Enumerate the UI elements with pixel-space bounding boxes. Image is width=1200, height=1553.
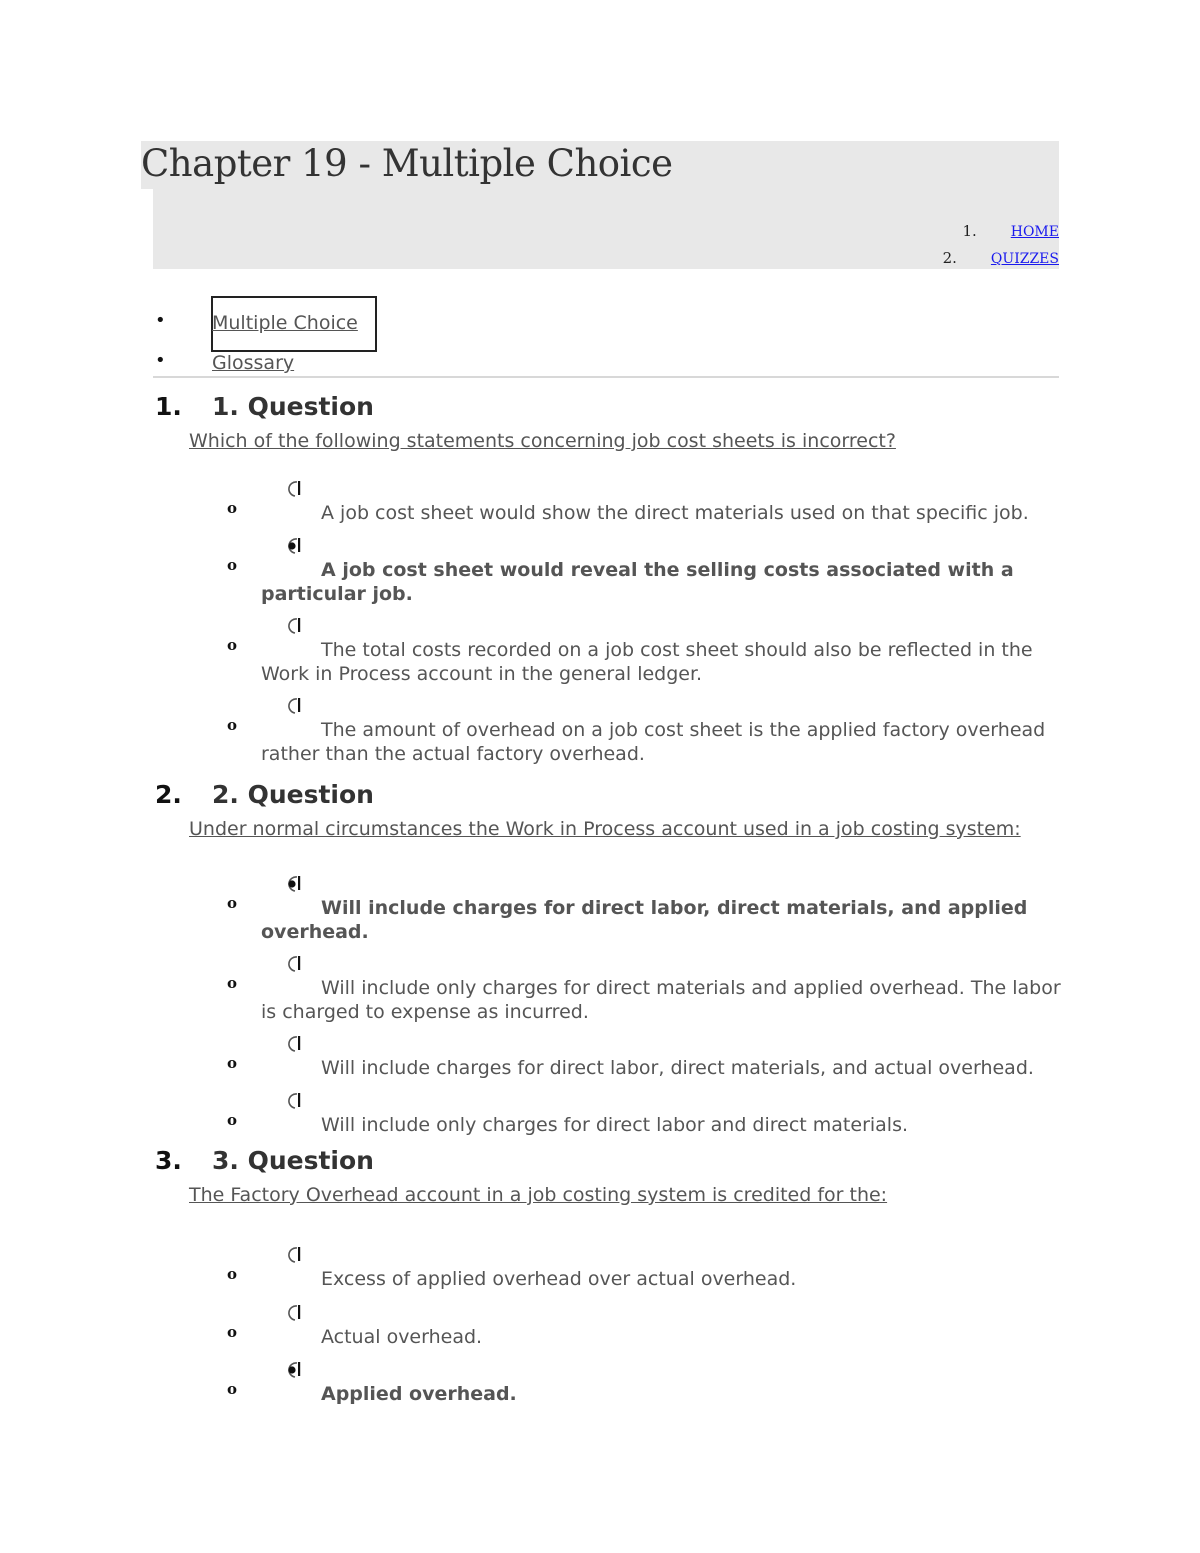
list-marker: o [227,1111,238,1129]
question-title: 1. Question [212,392,374,421]
option-label: A job cost sheet would show the direct materials used on that specific job. [321,502,1029,524]
option-label: The amount of overhead on a job cost sheet is the applied factory overhead rather than the actual factory overhead. [261,719,1046,765]
list-marker: o [227,894,238,912]
question-2 [141,780,1071,1148]
question-heading [141,1146,1071,1184]
question-title: 3. Question [212,1146,374,1175]
radio-button-icon[interactable] [284,616,304,636]
list-marker: o [227,974,238,992]
option-label: Actual overhead. [321,1326,483,1348]
answer-option[interactable] [141,696,1071,776]
radio-button-icon[interactable] [284,696,304,716]
home-link[interactable]: HOME [1010,224,1059,240]
radio-button-icon[interactable] [284,954,304,974]
answer-option[interactable] [141,1303,1071,1360]
list-marker: o [227,1380,238,1398]
bullet-icon: • [155,350,166,371]
divider [153,376,1059,378]
option-label: The total costs recorded on a job cost sheet should also be reflected in the Work in Process account in the general ledger. [261,639,1033,685]
answer-option[interactable] [141,616,1071,696]
question-number: 1. [155,392,182,421]
page-title: Chapter 19 - Multiple Choice [141,142,673,185]
radio-button-icon[interactable] [284,1303,304,1323]
question-heading [141,392,1071,430]
answer-option[interactable] [141,1360,1071,1417]
option-label: Applied overhead. [321,1383,517,1405]
tab-label[interactable]: Glossary [212,352,295,374]
list-marker: o [227,556,238,574]
top-nav [943,221,1059,275]
radio-button-icon[interactable] [284,1091,304,1111]
question-number: 3. [155,1146,182,1175]
list-marker: o [227,499,238,517]
bullet-icon: • [155,310,166,331]
section-tabs [141,296,1059,376]
list-marker: o [227,636,238,654]
radio-button-icon[interactable] [284,1034,304,1054]
list-marker: o [227,1054,238,1072]
question-title: 2. Question [212,780,374,809]
option-label: Excess of applied overhead over actual overhead. [321,1268,797,1290]
list-marker: o [227,1265,238,1283]
radio-button-selected-icon[interactable] [284,1360,304,1380]
header-bar-lower [153,189,1059,269]
nav-number: 2. [942,249,957,267]
question-heading [141,780,1071,818]
radio-button-selected-icon[interactable] [284,536,304,556]
option-label: Will include only charges for direct labor and direct materials. [321,1114,909,1136]
nav-number: 1. [962,222,977,240]
list-marker: o [227,1323,238,1341]
answer-option[interactable] [141,1245,1071,1303]
question-text: Under normal circumstances the Work in Process account used in a job costing system: [189,818,1021,840]
answer-option[interactable] [141,1091,1071,1148]
list-marker: o [227,716,238,734]
question-text: Which of the following statements concerning job cost sheets is incorrect? [189,430,896,452]
answer-option[interactable] [141,954,1071,1034]
question-text: The Factory Overhead account in a job costing system is credited for the: [189,1184,888,1206]
radio-button-icon[interactable] [284,479,304,499]
tab-label[interactable]: Multiple Choice [212,312,358,334]
radio-button-icon[interactable] [284,1245,304,1265]
quizzes-link[interactable]: QUIZZES [990,251,1059,267]
question-3 [141,1146,1071,1417]
option-label: Will include only charges for direct materials and applied overhead. The labor is charged to expense as incurred. [261,977,1061,1023]
option-label: Will include charges for direct labor, direct materials, and actual overhead. [321,1057,1034,1079]
tab-glossary[interactable] [141,348,1059,388]
answer-option[interactable] [141,536,1071,616]
answer-option[interactable] [141,1034,1071,1091]
option-label: A job cost sheet would reveal the selling costs associated with a particular job. [261,559,1014,605]
nav-item-quizzes [943,248,1059,275]
radio-button-selected-icon[interactable] [284,874,304,894]
answer-option[interactable] [141,479,1071,535]
question-number: 2. [155,780,182,809]
option-label: Will include charges for direct labor, direct materials, and applied overhead. [261,897,1028,943]
answer-option[interactable] [141,874,1071,954]
tab-multiple-choice[interactable] [141,308,1059,348]
nav-item-home [943,221,1059,248]
question-1 [141,392,1071,776]
